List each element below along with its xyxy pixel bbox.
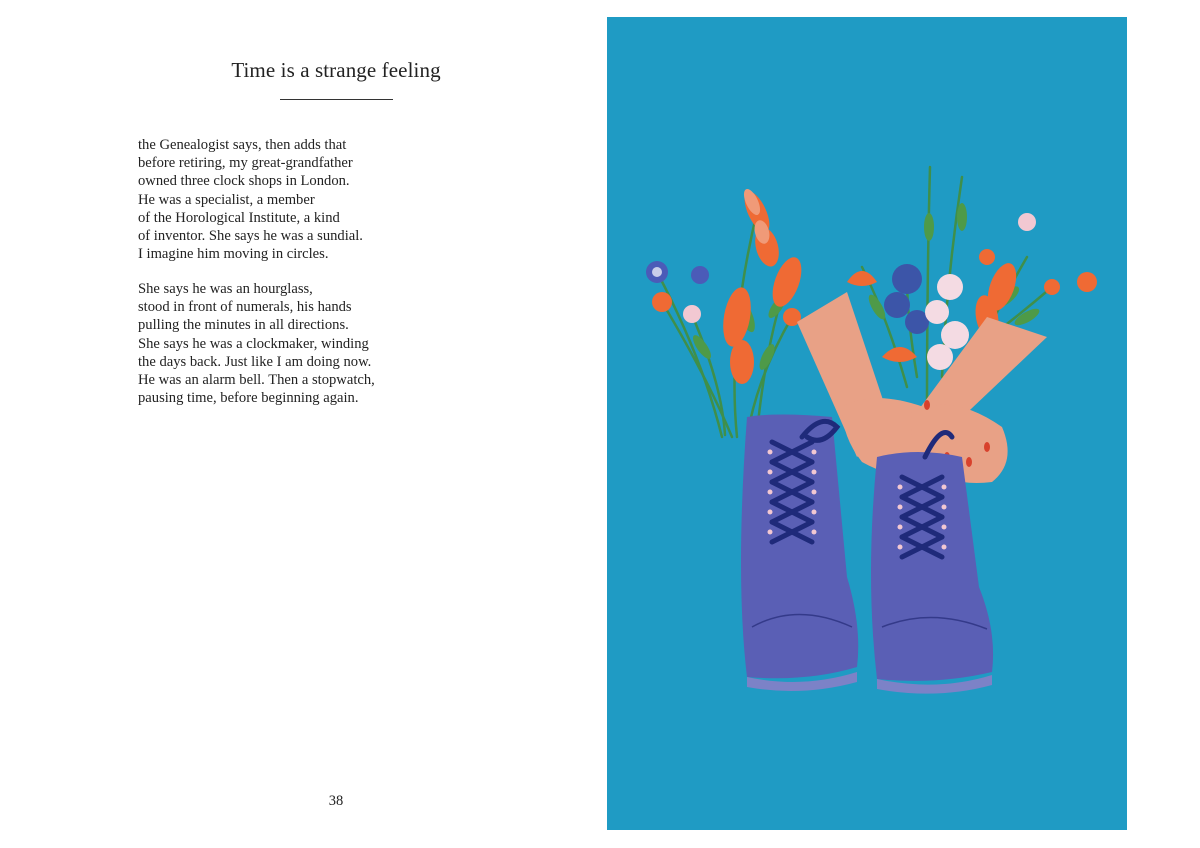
poem-line: I imagine him moving in circles. [138, 246, 329, 263]
poem-line: before retiring, my great-grandfather [138, 155, 353, 172]
poem-line: stood in front of numerals, his hands [138, 299, 352, 316]
title-divider [280, 99, 393, 100]
poem-line: of the Horological Institute, a kind [138, 209, 340, 226]
poem-line: pulling the minutes in all directions. [138, 317, 349, 334]
poem-line: She says he was an hourglass, [138, 281, 313, 297]
stanza-1 [138, 136, 363, 263]
boots-with-flowers-illustration [607, 17, 1127, 830]
poem-title: Time is a strange feeling [231, 58, 441, 82]
poem-line: pausing time, before beginning again. [138, 390, 359, 407]
poem-line: owned three clock shops in London. [138, 173, 350, 190]
poem-line: of inventor. She says he was a sundial. [138, 228, 363, 245]
illustration-panel [607, 17, 1127, 830]
poem-line: She says he was a clockmaker, winding [138, 335, 369, 352]
stanza-2 [138, 280, 375, 407]
poem-line: the Genealogist says, then adds that [138, 137, 347, 153]
poem-line: He was an alarm bell. Then a stopwatch, [138, 372, 375, 389]
poem-line: the days back. Just like I am doing now. [138, 353, 372, 370]
poem-line: He was a specialist, a member [138, 191, 315, 208]
page-number: 38 [328, 793, 344, 809]
